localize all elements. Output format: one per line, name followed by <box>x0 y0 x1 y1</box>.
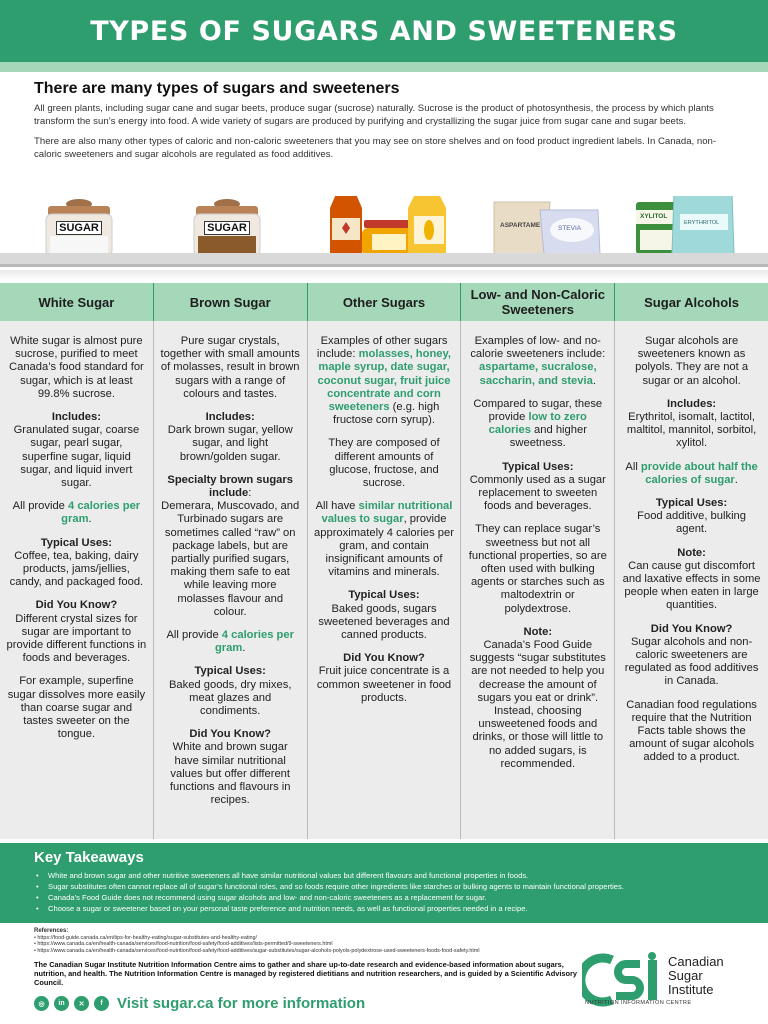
page-title: TYPES OF SUGARS AND SWEETENERS <box>90 16 678 47</box>
white-dyk: Different crystal sizes for sugar are important to provide different functions in foods and beverages. <box>6 612 147 665</box>
alc-calories-suffix: . <box>734 473 738 486</box>
stevia-label: STEVIA <box>558 225 582 232</box>
brown-dyk: White and brown sugar have similar nutritional values but offer different functions and flavours in recipes. <box>169 741 291 807</box>
logo-line-2: Sugar <box>668 968 703 983</box>
list-item: • Canada’s Food Guide does not recommend using sugar alcohols and low- and non-caloric sweeteners as a replacement for sugar. <box>34 892 734 903</box>
white-sugar-label: SUGAR <box>56 221 102 235</box>
brown-includes: Dark brown sugar, yellow sugar, and light brown/golden sugar. <box>167 424 293 463</box>
other-dyk: Fruit juice concentrate is a common sweetener in food products. <box>316 665 452 704</box>
other-composition: They are composed of different amounts of glucose, fructose, and sucrose. <box>328 437 440 490</box>
corn-syrup-bottle-icon <box>408 196 446 254</box>
key-takeaways-list <box>34 870 734 914</box>
other-nutrition-prefix: All have <box>315 500 359 513</box>
white-intro: White sugar is almost pure sucrose, purified to meet Canada’s food standard for sugar, which is at least 99.8% sucrose. <box>9 335 144 400</box>
alc-dyk-heading: Did You Know? <box>650 622 733 635</box>
list-item: • Choose a sugar or sweetener based on your personal taste preference and nutrition needs, as well as functional properties needed in a recipe. <box>34 903 734 914</box>
brown-intro: Pure sugar crystals, together with small amounts of molasses, result in brown sugars with a range of colours and tastes. <box>160 335 300 400</box>
table-header <box>0 283 768 321</box>
other-examples-prefix: Examples of other sugars include: <box>316 335 448 361</box>
brown-calories-prefix: All provide <box>166 629 222 642</box>
honey-jar-icon <box>362 220 416 256</box>
references-title: References: <box>34 928 69 934</box>
reference-link[interactable]: https://www.canada.ca/en/health-canada/services/food-nutrition/food-safety/food-additives/lists-permitted/9-sweeteners.html <box>37 941 333 948</box>
column-header-other-sugars: Other Sugars <box>308 283 462 321</box>
other-dyk-heading: Did You Know? <box>343 652 425 665</box>
list-item: • White and brown sugar and other nutritive sweeteners all have similar nutritional values but different flavours and functional properties in foods. <box>34 870 734 881</box>
white-includes: Granulated sugar, coarse sugar, pearl sugar, superfine sugar, liquid sugar, and liquid invert sugar. <box>13 424 140 490</box>
intro-paragraph-2: There are also many other types of caloric and non-caloric sweeteners that you may see on store shelves and on food product ingredient labels. In Canada, non-caloric sweeteners and sugar alcohols are regulated as food additives. <box>34 136 717 160</box>
white-uses-heading: Typical Uses: <box>40 536 113 549</box>
column-white-sugar <box>0 321 154 839</box>
other-uses-heading: Typical Uses: <box>348 589 420 602</box>
other-examples-suffix: (e.g. high fructose corn syrup). <box>333 401 440 427</box>
brown-dyk-heading: Did You Know? <box>189 728 271 741</box>
column-header-white-sugar: White Sugar <box>0 283 154 321</box>
shelf <box>0 253 768 267</box>
alc-note: Can cause gut discomfort and laxative effects in some people when eaten in large quantities. <box>622 559 761 612</box>
low-calories: low to zero calories <box>488 411 587 437</box>
about-text: The Canadian Sugar Institute Nutrition Information Centre aims to gather and share up-to-date research and evidence-based information about sugars, nutrition, and health. The Nutrition Information Centre is managed by registered dietitians and nutrition researchers, and is guided by a Scientific Advisory Council. <box>34 960 578 987</box>
white-calories: 4 calories per gram <box>61 500 141 526</box>
alc-intro: Sugar alcohols are sweeteners known as polyols. They are not a sugar or an alcohol. <box>635 335 749 387</box>
low-examples-suffix: . <box>592 374 596 387</box>
logo-subtitle: NUTRITION INFORMATION CENTRE <box>585 1000 692 1006</box>
brown-uses-heading: Typical Uses: <box>194 665 266 678</box>
x-icon[interactable]: ✕ <box>74 996 89 1011</box>
alc-uses: Food additive, bulking agent. <box>637 510 746 536</box>
low-note-heading: Note: <box>523 625 553 638</box>
title-banner <box>0 0 768 62</box>
column-sugar-alcohols <box>615 321 768 839</box>
alc-includes-heading: Includes: <box>667 397 717 410</box>
column-header-low-non-caloric: Low- and Non-Caloric Sweeteners <box>461 283 615 321</box>
intro-paragraph-1: All green plants, including sugar cane and sugar beets, produce sugar (sucrose) naturally. Sucrose is the product of photosynthesis, the process by which plants transform the sun’s energy into food. A wide variety of sugars are produced by purifying and crystallizing the sugar juice from sugar cane and sugar beets. <box>34 103 714 127</box>
list-item: • Sugar substitutes often cannot replace all of sugar’s functional roles, and so foods require other ingredients like starches or bulking agents to maintain functional properties. <box>34 881 734 892</box>
alc-includes: Erythritol, isomalt, lactitol, maltitol, mannitol, sorbitol, xylitol. <box>626 411 757 450</box>
facebook-icon[interactable]: f <box>94 996 109 1011</box>
brown-includes-heading: Includes: <box>205 411 255 424</box>
maple-syrup-bottle-icon <box>330 196 362 254</box>
low-examples: aspartame, sucralose, saccharin, and stevia <box>479 361 597 387</box>
alc-calories: provide about half the calories of sugar <box>640 460 758 486</box>
shelf-shadow <box>0 270 768 280</box>
white-calories-prefix: All provide <box>12 500 68 513</box>
banner-stripe <box>0 62 768 72</box>
low-uses-heading: Typical Uses: <box>502 460 574 473</box>
alc-dyk: Sugar alcohols and non-caloric sweeteners are regulated as food additives in Canada. <box>624 635 759 688</box>
aspartame-label: ASPARTAME <box>500 222 541 229</box>
references: References: • https://food-guide.canada.ca/en/tips-for-healthy-eating/sugar-substitutes-and-healthy-eating/ • https://www.canada.ca/en/health-canada/services/food-nutrition/food-safety/food-additives/lists-permitted/9-sweeteners.html • https://www.canada.ca/en/health-canada/services/food-nutrition/food-safety/food-additives/sugar-substitutes/sugar-alcohols-polyols-polydextrose-used-sweeteners-foods-food-safety.html <box>34 928 624 954</box>
other-nutrition: similar nutritional values to sugar <box>321 500 453 526</box>
erythritol-label: ERYTHRITOL <box>684 220 720 226</box>
low-calories-prefix: Compared to sugar, these provide <box>473 397 603 424</box>
instagram-icon[interactable]: ◎ <box>34 996 49 1011</box>
column-header-brown-sugar: Brown Sugar <box>154 283 308 321</box>
low-calories-suffix: and higher sweetness. <box>509 424 587 450</box>
social-links <box>34 995 365 1012</box>
brown-calories: 4 calories per gram <box>214 629 294 655</box>
brown-uses: Baked goods, dry mixes, meat glazes and condiments. <box>168 678 292 718</box>
column-low-non-caloric <box>461 321 615 839</box>
brown-specialty-heading: Specialty brown sugars include <box>167 473 293 500</box>
low-examples-prefix: Examples of low- and no-calorie sweeteners include: <box>470 335 606 361</box>
alc-calories-prefix: All <box>625 460 641 473</box>
linkedin-icon[interactable]: in <box>54 996 69 1011</box>
key-takeaways-title: Key Takeaways <box>34 849 144 866</box>
alc-note-heading: Note: <box>677 546 706 559</box>
brown-specialty: Demerara, Muscovado, and Turbinado sugars are sometimes called “raw” on package labels, but are partially purified sugars, making them safe to eat while leaving more molasses flavour and colour. <box>161 500 300 618</box>
low-replace: They can replace sugar’s sweetness but not all functional properties, so are often used with bulking agents or starches such as maltodextrin or polydextrose. <box>468 523 607 615</box>
column-header-sugar-alcohols: Sugar Alcohols <box>644 294 740 310</box>
alc-regulations: Canadian food regulations require that the Nutrition Facts table shows the amount of sugar alcohols added to a product. <box>626 698 757 764</box>
white-includes-heading: Includes: <box>51 411 101 424</box>
column-other-sugars <box>308 321 462 839</box>
alc-uses-heading: Typical Uses: <box>655 497 728 510</box>
logo-line-3: Institute <box>668 982 714 997</box>
white-dyk-heading: Did You Know? <box>35 599 118 612</box>
brown-calories-suffix: . <box>242 642 246 655</box>
xylitol-label: XYLITOL <box>640 213 668 220</box>
other-uses: Baked goods, sugars sweetened beverages and canned products. <box>318 602 450 642</box>
intro-section <box>34 80 739 169</box>
brown-sugar-label: SUGAR <box>204 221 250 235</box>
reference-link[interactable]: https://food-guide.canada.ca/en/tips-for-healthy-eating/sugar-substitutes-and-healthy-eating/ <box>37 934 258 941</box>
intro-heading: There are many types of sugars and sweeteners <box>34 80 400 97</box>
white-uses: Coffee, tea, baking, dairy products, jams/jellies, candy, and packaged food. <box>9 549 144 589</box>
reference-link[interactable]: https://www.canada.ca/en/health-canada/services/food-nutrition/food-safety/food-additives/sugar-substitutes/sugar-alcohols-polyols-polydextrose-used-sweeteners-foods-food-safety.html <box>37 947 480 954</box>
other-nutrition-suffix: , provide approximately 4 calories per gram, and contain insignificant amounts of vitamins and minerals. <box>314 513 454 579</box>
key-takeaways <box>0 843 768 923</box>
logo-line-1: Canadian <box>668 954 724 969</box>
stevia-packet-icon <box>540 210 600 254</box>
low-uses: Commonly used as a sugar replacement to sweeten foods and beverages. <box>469 473 606 513</box>
low-note: Canada’s Food Guide suggests “sugar substitutes are not needed to help you decrease the amount of sugars you eat or drink”. Instead, choosing unsweetened foods and drinks, or those will little to no added sugars, is recommended. <box>469 639 606 770</box>
white-example: For example, superfine sugar dissolves more easily than coarse sugar and tastes sweeter on the tongue. <box>7 675 146 741</box>
other-examples: molasses, honey, maple syrup, date sugar, coconut sugar, fruit juice concentrate and corn sweeteners <box>317 348 452 414</box>
visit-link[interactable]: Visit sugar.ca for more information <box>117 995 366 1012</box>
logo-wordmark <box>668 955 724 997</box>
table-body <box>0 321 768 839</box>
white-calories-suffix: . <box>88 513 92 526</box>
column-brown-sugar: Pure sugar crystals, together with small amounts of molasses, result in brown sugars with a range of colours and tastes. Includes: Dark brown sugar, yellow sugar, and light brown/golden sugar. Specialty brown sugars include: Demerara, Muscovado, and Turbinado sugars are sometimes called “raw” on package labels, but are partially purified sugars, making them safe to eat while leaving more molasses flavour and colour. All provide 4 calories per gram. Typical Uses: Baked goods, dry mixes, meat glazes and condiments. Did You Know? White and brown sugar have similar nutritional values but offer different functions and flavours in recipes. <box>154 321 308 839</box>
